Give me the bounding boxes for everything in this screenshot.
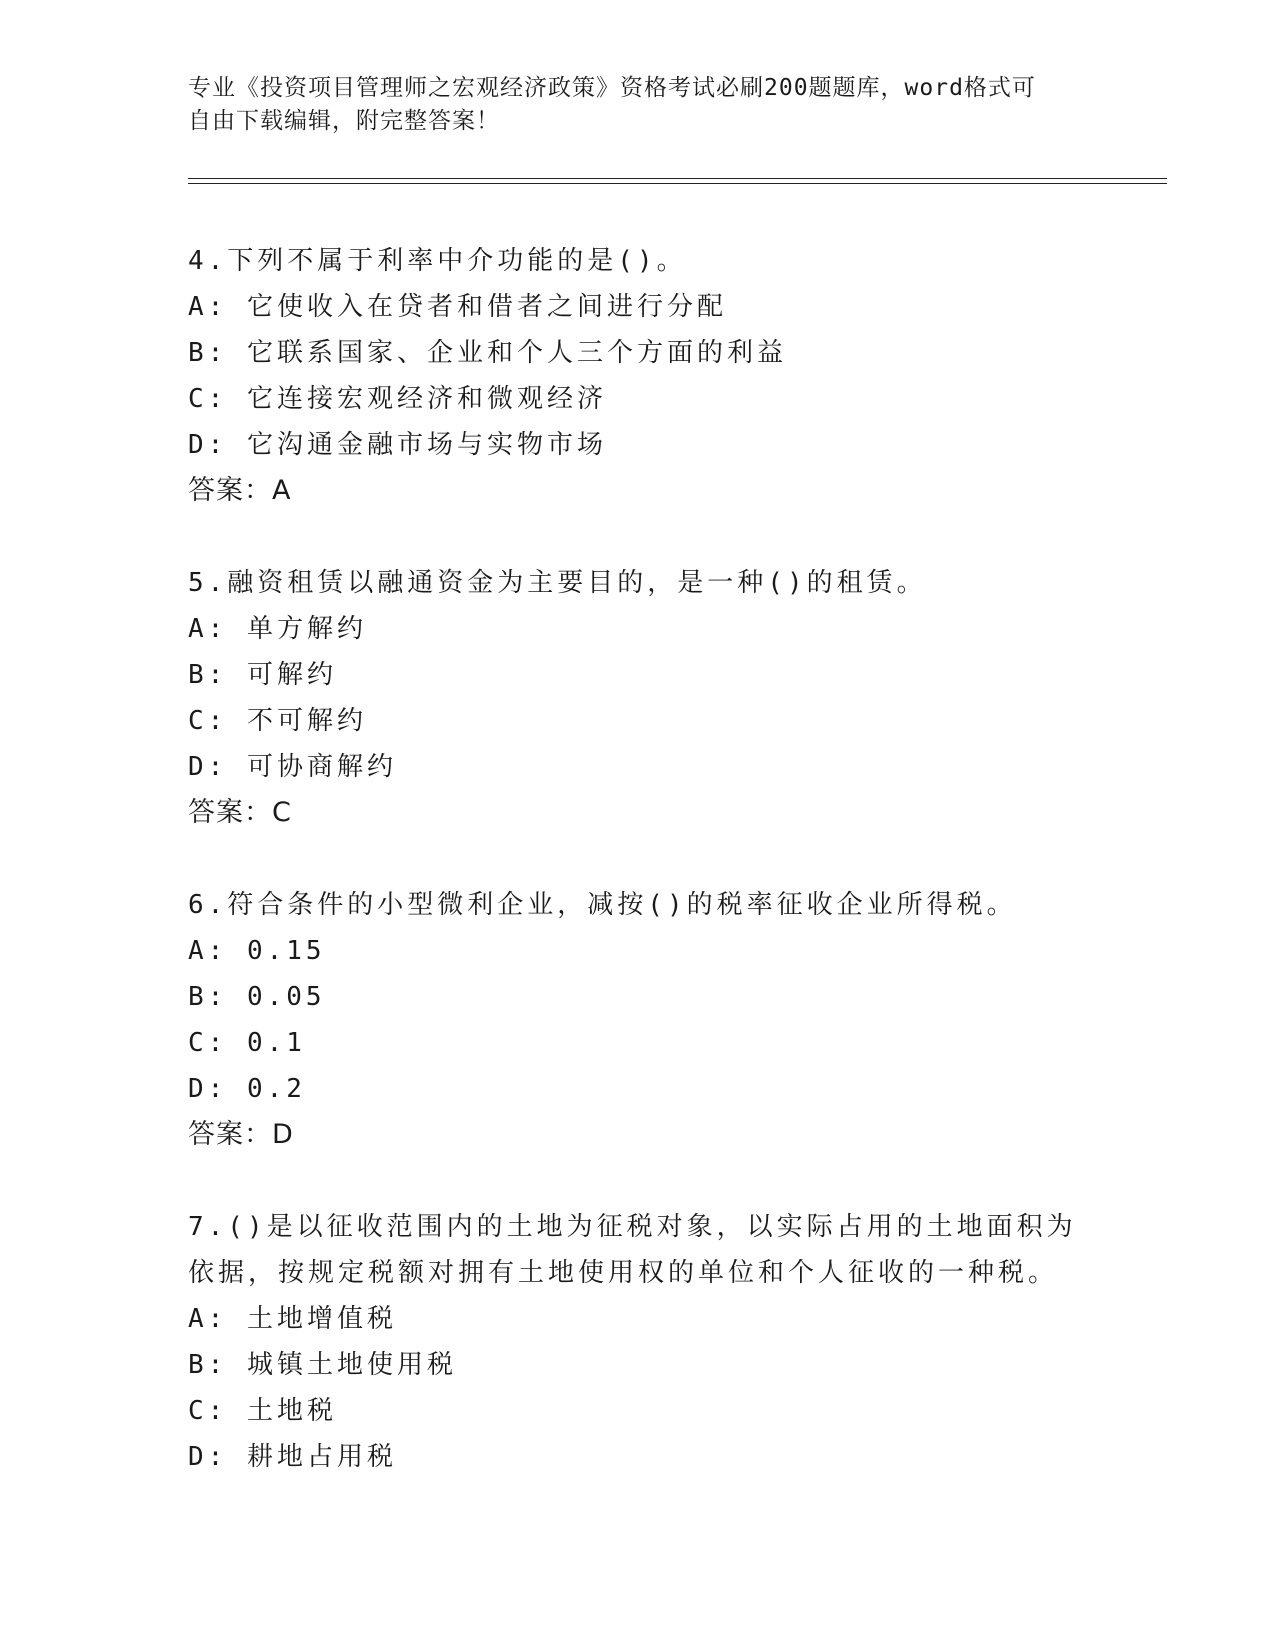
question-stem: 7.()是以征收范围内的土地为征税对象，以实际占用的土地面积为依据，按规定税额对拥有土地使用权的单位和个人征收的一种税。	[188, 1212, 1077, 1288]
answer-line: 答案：A	[188, 475, 292, 506]
option-a: A: 土地增值税	[188, 1304, 397, 1334]
question-block	[188, 238, 1088, 514]
question-stem: 5.融资租赁以融通资金为主要目的，是一种()的租赁。	[188, 568, 927, 598]
option-a: A: 单方解约	[188, 614, 367, 644]
header-divider-top	[188, 178, 1167, 179]
document-header	[188, 72, 1088, 138]
option-b: B: 城镇土地使用税	[188, 1350, 457, 1380]
option-c: C: 它连接宏观经济和微观经济	[188, 384, 607, 414]
option-d: D: 0.2	[188, 1074, 306, 1104]
question-stem: 6.符合条件的小型微利企业，减按()的税率征收企业所得税。	[188, 890, 1017, 920]
answer-line: 答案：D	[188, 1119, 294, 1150]
answer-line: 答案：C	[188, 797, 292, 828]
option-c: C: 土地税	[188, 1396, 337, 1426]
question-stem: 4.下列不属于利率中介功能的是()。	[188, 246, 687, 276]
option-b: B: 可解约	[188, 660, 337, 690]
header-line-1: 专业《投资项目管理师之宏观经济政策》资格考试必刷200题题库，word格式可	[188, 75, 1036, 101]
option-d: D: 耕地占用税	[188, 1442, 397, 1472]
question-block	[188, 882, 1088, 1158]
option-b: B: 0.05	[188, 982, 326, 1012]
option-a: A: 它使收入在贷者和借者之间进行分配	[188, 292, 727, 322]
header-divider-bottom	[188, 183, 1167, 184]
option-d: D: 可协商解约	[188, 752, 397, 782]
question-block	[188, 560, 1088, 836]
option-b: B: 它联系国家、企业和个人三个方面的利益	[188, 338, 787, 368]
option-d: D: 它沟通金融市场与实物市场	[188, 430, 607, 460]
option-a: A: 0.15	[188, 936, 326, 966]
option-c: C: 0.1	[188, 1028, 306, 1058]
question-block	[188, 1204, 1088, 1480]
header-line-2: 自由下载编辑，附完整答案！	[188, 108, 500, 134]
option-c: C: 不可解约	[188, 706, 367, 736]
